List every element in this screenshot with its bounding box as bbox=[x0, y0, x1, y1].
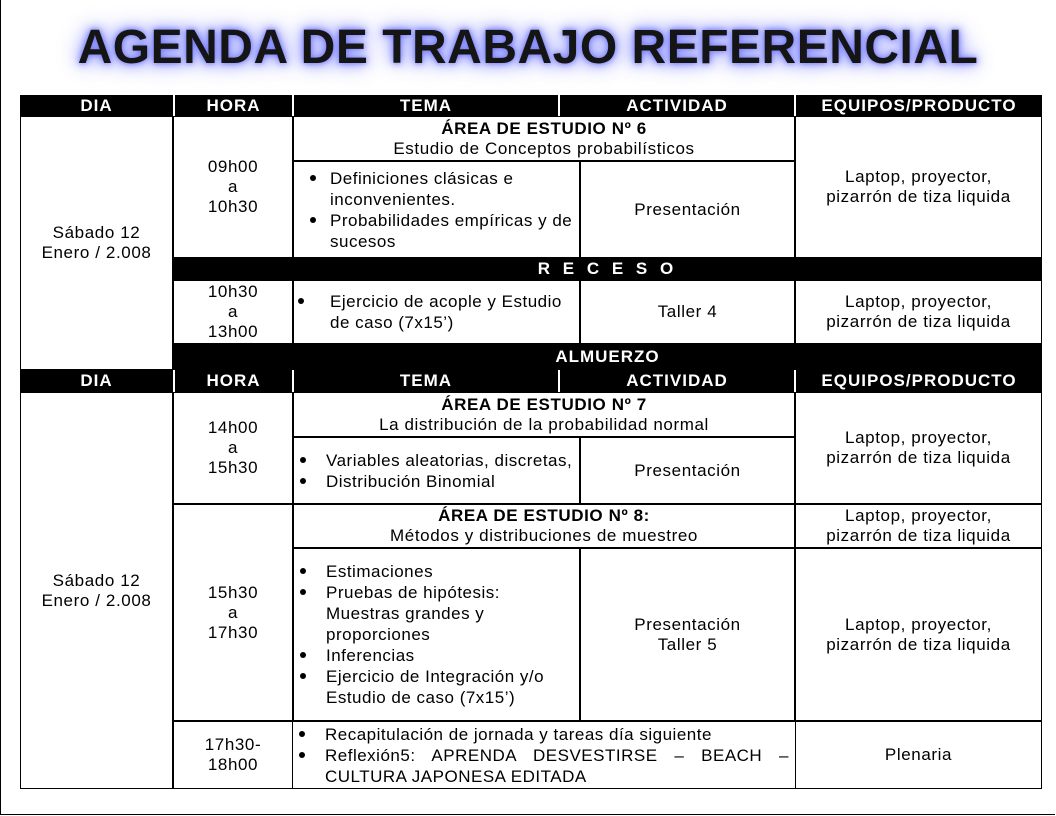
page-title: AGENDA DE TRABAJO REFERENCIAL bbox=[77, 21, 979, 74]
bullet-icon bbox=[300, 673, 306, 679]
session2-block3-actividad: Plenaria bbox=[795, 721, 1042, 789]
bullet-icon bbox=[298, 298, 304, 304]
session2-block2-equipos: Laptop, proyector, pizarrón de tiza liquida bbox=[795, 548, 1042, 721]
session1-block1-tema bbox=[293, 161, 580, 258]
header-tema: TEMA bbox=[292, 95, 558, 116]
session1-block1-actividad: Presentación bbox=[580, 161, 795, 258]
bullet-icon bbox=[310, 175, 316, 181]
session2-area8-equipos: Laptop, proyector, pizarrón de tiza liquida bbox=[795, 504, 1042, 548]
header-hora: HORA bbox=[173, 95, 292, 116]
session1-dia: Sábado 12 Enero / 2.008 bbox=[20, 116, 173, 370]
bullet-icon bbox=[310, 217, 316, 223]
list-item: Variables aleatorias, discretas, bbox=[298, 450, 573, 471]
almuerzo-bar: ALMUERZO bbox=[173, 344, 1042, 370]
area8-subtitle: Métodos y distribuciones de muestreo bbox=[390, 526, 698, 545]
session2-block1-actividad: Presentación bbox=[580, 437, 795, 504]
header-tema-2: TEMA bbox=[292, 370, 558, 392]
area7-title: ÁREA DE ESTUDIO Nº 7 bbox=[441, 394, 647, 414]
session2-block3-tema bbox=[293, 721, 795, 789]
list-item: Ejercicio de acople y Estudio de caso (7x15’) bbox=[296, 291, 573, 333]
bullet-icon bbox=[299, 752, 305, 758]
session1-block2-actividad: Taller 4 bbox=[580, 280, 795, 344]
bullet-icon bbox=[300, 568, 306, 574]
session2-block2-actividad: Presentación Taller 5 bbox=[580, 548, 795, 721]
list-item: Recapitulación de jornada y tareas día siguiente bbox=[297, 724, 789, 745]
session2-area8-header bbox=[293, 504, 795, 548]
area7-subtitle: La distribución de la probabilidad normal bbox=[379, 414, 709, 434]
area6-title: ÁREA DE ESTUDIO Nº 6 bbox=[441, 118, 647, 138]
receso-bar: R E C E S O bbox=[173, 258, 1042, 280]
session1-area6-header bbox=[293, 116, 795, 161]
list-item: Distribución Binomial bbox=[298, 471, 573, 492]
area8-title: ÁREA DE ESTUDIO Nº 8: bbox=[438, 506, 650, 525]
session1-block2-tema bbox=[293, 280, 580, 344]
session2-block1-equipos: Laptop, proyector, pizarrón de tiza liquida bbox=[795, 392, 1042, 504]
session2-block3-hora: 17h30- 18h00 bbox=[173, 721, 293, 789]
session2-area7-header bbox=[293, 392, 795, 437]
bullet-icon bbox=[300, 457, 306, 463]
bullet-icon bbox=[300, 589, 306, 595]
list-item: Estimaciones bbox=[298, 561, 573, 582]
session1-block2-equipos: Laptop, proyector, pizarrón de tiza liquida bbox=[795, 280, 1042, 344]
list-item: Reflexión5: APRENDA DESVESTIRSE – BEACH – CULTURA JAPONESA EDITADA bbox=[297, 745, 789, 787]
session2-block1-hora: 14h00 a 15h30 bbox=[173, 392, 293, 504]
session1-block1-equipos: Laptop, proyector, pizarrón de tiza liquida bbox=[795, 116, 1042, 258]
area6-subtitle: Estudio de Conceptos probabilísticos bbox=[393, 138, 695, 158]
header-actividad: ACTIVIDAD bbox=[558, 95, 794, 116]
header-hora-2: HORA bbox=[173, 370, 292, 392]
list-item: Ejercicio de Integración y/o Estudio de caso (7x15’) bbox=[298, 666, 573, 708]
bullet-icon bbox=[300, 652, 306, 658]
session2-block2-hora: 15h30 a 17h30 bbox=[173, 504, 293, 721]
list-item: Inferencias bbox=[298, 645, 573, 666]
list-item: Probabilidades empíricas y de sucesos bbox=[308, 210, 573, 252]
header-equipos: EQUIPOS/PRODUCTO bbox=[794, 95, 1042, 116]
session1-block2-hora: 10h30 a 13h00 bbox=[173, 280, 293, 344]
bullet-icon bbox=[299, 731, 305, 737]
header-actividad-2: ACTIVIDAD bbox=[558, 370, 794, 392]
list-item: Definiciones clásicas e inconvenientes. bbox=[308, 168, 573, 210]
header-equipos-2: EQUIPOS/PRODUCTO bbox=[794, 370, 1042, 392]
session2-block2-tema bbox=[293, 548, 580, 721]
bullet-icon bbox=[300, 478, 306, 484]
session2-dia: Sábado 12 Enero / 2.008 bbox=[20, 392, 173, 789]
header-dia: DIA bbox=[20, 95, 173, 116]
session2-block1-tema bbox=[293, 437, 580, 504]
header-dia-2: DIA bbox=[20, 370, 173, 392]
session1-block1-hora: 09h00 a 10h30 bbox=[173, 116, 293, 258]
list-item: Pruebas de hipótesis: Muestras grandes y proporciones bbox=[298, 582, 573, 645]
